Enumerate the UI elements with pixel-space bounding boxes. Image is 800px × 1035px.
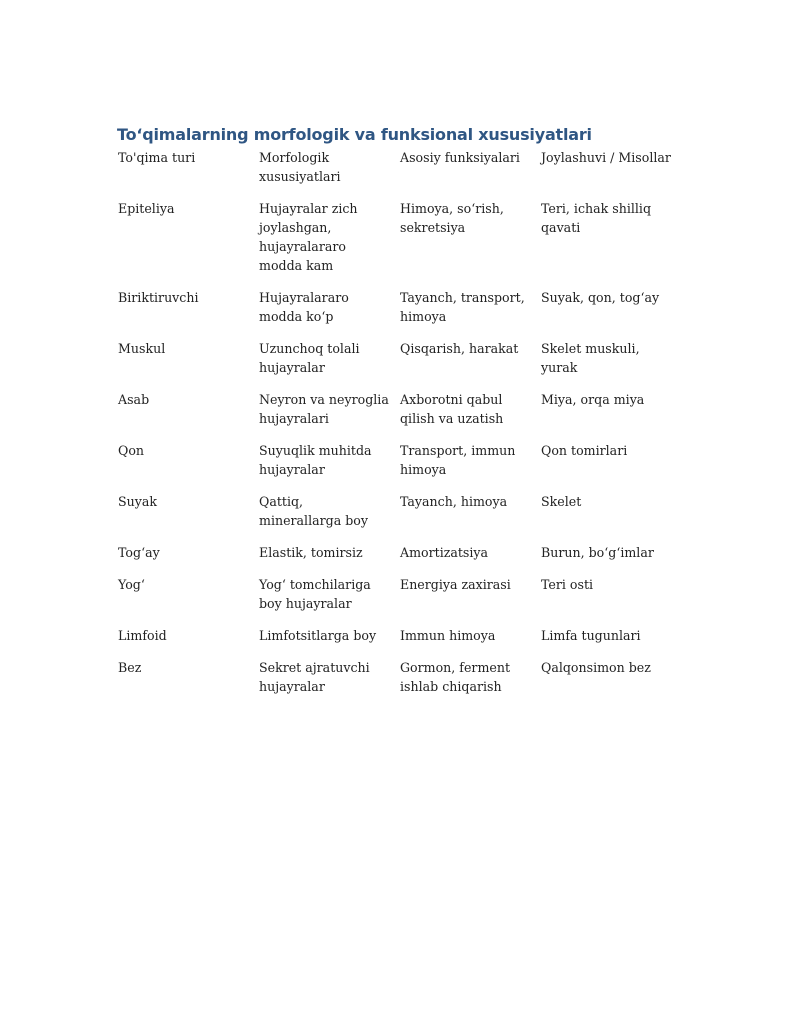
cell-morphology: Hujayralararo modda ko‘p [259,290,349,324]
table-row [113,199,683,288]
header-location: Joylashuvi / Misollar [541,150,671,165]
header-morphology: Morfologik xususiyatlari [259,150,341,184]
cell-functions: Tayanch, himoya [400,494,508,509]
cell-location: Burun, bo‘g‘imlar [541,545,654,560]
cell-morphology: Qattiq, minerallarga boy [259,494,368,528]
document-title: To‘qimalarning morfologik va funksional xususiyatlari [117,125,592,144]
cell-location: Teri osti [541,577,594,592]
cell-functions: Immun himoya [400,628,496,643]
table-body [113,199,683,709]
cell-location: Miya, orqa miya [541,392,645,407]
cell-tissue-type: Tog‘ay [118,545,160,560]
cell-functions: Transport, immun himoya [400,443,516,477]
header-functions: Asosiy funksiyalari [400,150,520,165]
cell-location: Qon tomirlari [541,443,628,458]
cell-tissue-type: Limfoid [118,628,167,643]
table-row [113,543,683,575]
cell-functions: Axborotni qabul qilish va uzatish [400,392,504,426]
cell-location: Teri, ichak shilliq qavati [541,201,652,235]
cell-tissue-type: Asab [118,392,150,407]
table-row [113,626,683,658]
table-header-row [113,148,683,199]
table-row [113,492,683,543]
cell-morphology: Yog‘ tomchilariga boy hujayralar [259,577,371,611]
cell-functions: Himoya, so‘rish, sekretsiya [400,201,504,235]
cell-tissue-type: Qon [118,443,145,458]
table-row [113,390,683,441]
cell-location: Qalqonsimon bez [541,660,651,675]
cell-functions: Energiya zaxirasi [400,577,511,592]
cell-location: Skelet muskuli, yurak [541,341,640,375]
table-row [113,441,683,492]
table-row [113,339,683,390]
tissue-properties-table [113,148,683,709]
table-row [113,575,683,626]
table-row [113,658,683,709]
cell-morphology: Suyuqlik muhitda hujayralar [259,443,372,477]
cell-tissue-type: Yog‘ [118,577,145,592]
table-row [113,288,683,339]
cell-tissue-type: Epiteliya [118,201,175,216]
header-tissue-type: To'qima turi [118,150,196,165]
cell-morphology: Limfotsitlarga boy [259,628,377,643]
cell-location: Limfa tugunlari [541,628,641,643]
cell-tissue-type: Suyak [118,494,157,509]
cell-morphology: Hujayralar zich joylashgan, hujayralararo modda kam [259,201,358,273]
cell-functions: Tayanch, transport, himoya [400,290,525,324]
cell-location: Skelet [541,494,582,509]
cell-morphology: Neyron va neyroglia hujayralari [259,392,389,426]
cell-tissue-type: Muskul [118,341,166,356]
cell-morphology: Elastik, tomirsiz [259,545,363,560]
cell-location: Suyak, qon, tog‘ay [541,290,660,305]
cell-morphology: Sekret ajratuvchi hujayralar [259,660,370,694]
cell-tissue-type: Biriktiruvchi [118,290,199,305]
cell-morphology: Uzunchoq tolali hujayralar [259,341,360,375]
cell-functions: Qisqarish, harakat [400,341,519,356]
cell-functions: Amortizatsiya [400,545,489,560]
cell-functions: Gormon, ferment ishlab chiqarish [400,660,511,694]
table-header [113,148,683,199]
cell-tissue-type: Bez [118,660,142,675]
